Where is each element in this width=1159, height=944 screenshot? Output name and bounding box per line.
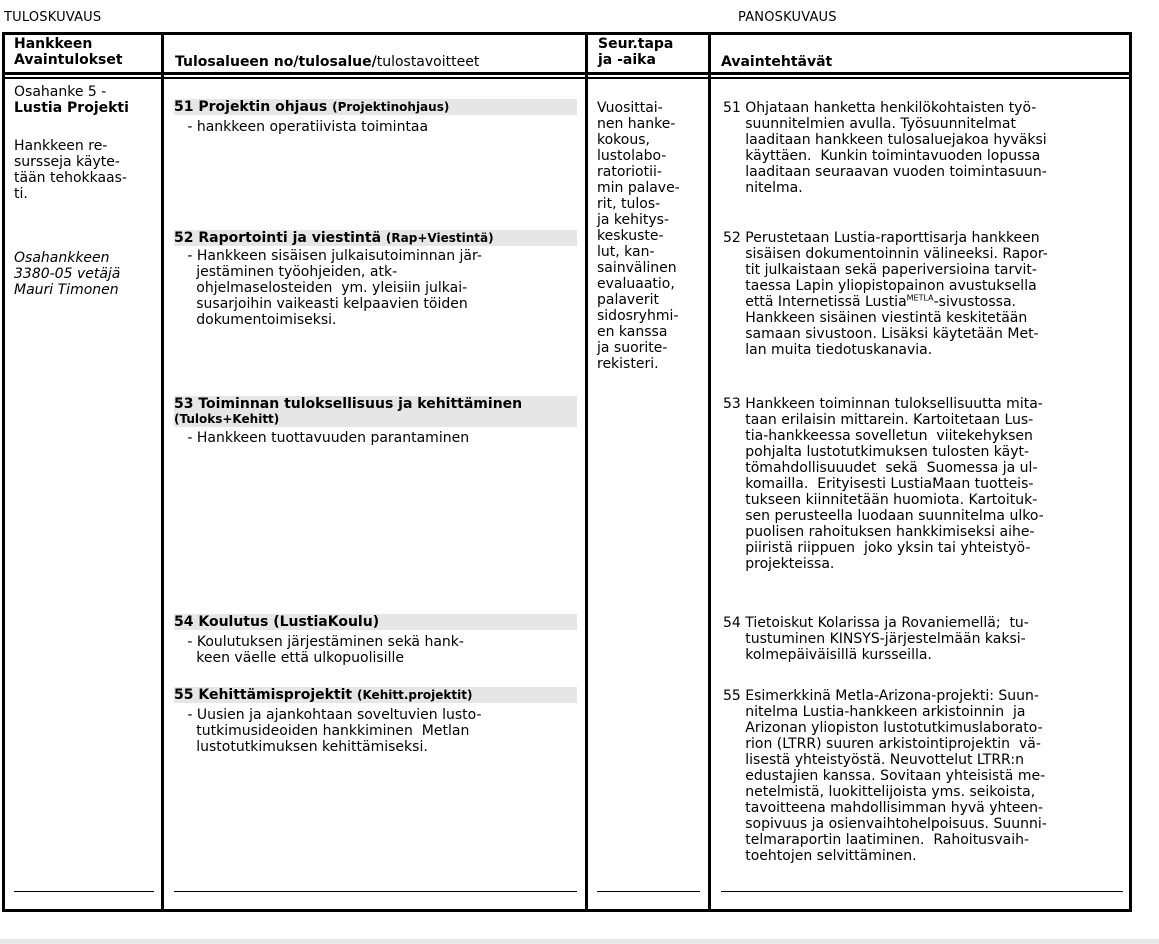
result-area-name: 52 Raportointi ja viestintä xyxy=(174,230,382,246)
key-task: 55 Esimerkkinä Metla-Arizona-projekti: Suun- nitelma Lustia-hankkeen arkistoinnin ja Arizonan yliopiston lustotutkimuslaborato- rion (LTRR) suuren arkistointiprojektin vä- lisestä yhteistyöstä. Neuvottelut LTRR:n edustajien kanssa. Sovitaan yhteisistä me- netelmistä, luokittelijoista yms. seikoista, tavoitteena mahdollisimman hyvä yhteen- sopivuus ja osienvaihtohelpoisuus. Suunni- telmaraportin laatiminen. Rahoitusvaih- toehtojen selvittäminen. xyxy=(723,688,1047,864)
key-task xyxy=(723,230,1048,358)
header-text: Tulosalueen no/tulosalue/ xyxy=(175,54,377,70)
signature-line xyxy=(597,891,700,892)
subproject-name: Lustia Projekti xyxy=(14,100,129,116)
signature-line xyxy=(14,891,154,892)
result-area-name: 54 Koulutus xyxy=(174,614,269,630)
signature-line xyxy=(721,891,1123,892)
result-area-short: (Tuloks+Kehitt) xyxy=(174,412,577,427)
header-key-results xyxy=(14,36,123,68)
result-area-goal: - hankkeen operatiivista toimintaa xyxy=(174,119,429,135)
key-task: 51 Ohjataan hanketta henkilökohtaisten työ- suunnitelmien avulla. Työsuunnitelmat laaditaan hankkeen tulosaluejakoa hyväksi käyttäen. Kunkin toimintavuoden lopussa laaditaan seuraavan vuoden toimintasuun- nitelma. xyxy=(723,100,1047,196)
result-area-short: (Rap+Viestintä) xyxy=(385,231,494,245)
column-divider xyxy=(161,32,164,912)
result-area-title xyxy=(174,396,577,412)
result-area-title xyxy=(174,687,577,703)
signature-line xyxy=(174,891,577,892)
key-task-superscript: METLA xyxy=(906,293,934,303)
key-task: 53 Hankkeen toiminnan tuloksellisuutta mita- taan erilaisin mittarein. Kartoitetaan Lus- tia-hankkeessa sovelletun viitekehyksen pohjalta lustotutkimuksen tulosten käyt- tömahdollisuuudet sekä Suomessa ja ul- komailla. Erityisesti LustiaMaan tuotteis- tukseen kiinnitetään huomiota. Kartoituk- sen perusteella luodaan suunnitelma ulko- puolisen rahoituksen hankkimiseksi aihe- piiristä riippuen joko yksin tai yhteistyö- projekteissa. xyxy=(723,396,1044,572)
result-area-short: (LustiaKoulu) xyxy=(273,614,380,630)
follow-up-methods: Vuosittai- nen hanke- kokous, lustolabo- ratoriotii- min palave- rit, tulos- ja kehitys- keskuste- lut, kan- sainvälinen evaluaatio, palaverit sidosryhmi- en kanssa ja suorite- rekisteri. xyxy=(597,100,680,372)
section-label-results: TULOSKUVAUS xyxy=(4,10,102,25)
column-divider xyxy=(708,32,711,912)
header-follow-up xyxy=(598,36,673,68)
header-text: Hankkeen xyxy=(14,36,93,52)
result-area-goal: - Uusien ja ajankohtaan soveltuvien lusto- tutkimusideoiden hankkiminen Metlan lustotutkimuksen kehittämiseksi. xyxy=(187,707,482,755)
subproject-label: Osahanke 5 - xyxy=(14,84,107,100)
header-text: ja -aika xyxy=(598,52,656,68)
subproject-goal: Hankkeen re- sursseja käyte- tään tehokkaas- ti. xyxy=(14,138,127,202)
header-text: Avaintulokset xyxy=(14,52,123,68)
subproject-leader: Osahankkeen 3380-05 vetäjä Mauri Timonen xyxy=(14,250,121,298)
result-area-title xyxy=(174,230,577,246)
header-text: tulostavoitteet xyxy=(376,54,480,70)
section-label-inputs: PANOSKUVAUS xyxy=(738,10,837,25)
result-area-goal: - Hankkeen tuottavuuden parantaminen xyxy=(174,430,470,446)
result-area-name: 53 Toiminnan tuloksellisuus ja kehittäminen xyxy=(174,396,523,412)
result-area-goal: - Koulutuksen järjestäminen sekä hank- keen väelle että ulkopuolisille xyxy=(187,634,464,666)
key-task-text: -sivustossa. xyxy=(933,294,1016,310)
result-area-short: (Kehitt.projektit) xyxy=(356,688,473,702)
result-area-goal: - Hankkeen sisäisen julkaisutoiminnan jär- jestäminen työohjeiden, atk- ohjelmaselosteiden ym. yleisiin julkai- susarjoihin vaikeasti kelpaavien töiden dokumentoimiseksi. xyxy=(187,248,482,328)
header-rule xyxy=(2,72,1132,75)
header-rule xyxy=(2,77,1132,79)
result-area-short: (Projektinohjaus) xyxy=(332,100,450,114)
column-divider xyxy=(585,32,588,912)
result-area-name: 55 Kehittämisprojektit xyxy=(174,687,353,703)
page-edge xyxy=(0,939,1159,944)
key-task: 54 Tietoiskut Kolarissa ja Rovaniemellä; tu- tustuminen KINSYS-järjestelmään kaksi- kolmepäiväisillä kursseilla. xyxy=(723,615,1029,663)
header-result-areas xyxy=(175,54,479,70)
key-task-text: Hankkeen sisäinen viestintä keskitetään samaan sivustoon. Lisäksi käytetään Met- lan muita tiedotuskanavia. xyxy=(745,310,1039,358)
result-area-title xyxy=(174,614,577,630)
header-key-tasks: Avaintehtävät xyxy=(721,54,833,70)
result-area-title xyxy=(174,99,577,115)
result-area-name: 51 Projektin ohjaus xyxy=(174,99,328,115)
header-text: Seur.tapa xyxy=(598,36,674,52)
key-task-text: 52 Perustetaan Lustia-raporttisarja hankkeen sisäisen dokumentoinnin välineeksi. Rapor- tit julkaistaan sekä paperiversioina tarvit- taessa Lapin yliopistopainon avustuksella että Internetissä Lustia xyxy=(723,230,1048,310)
